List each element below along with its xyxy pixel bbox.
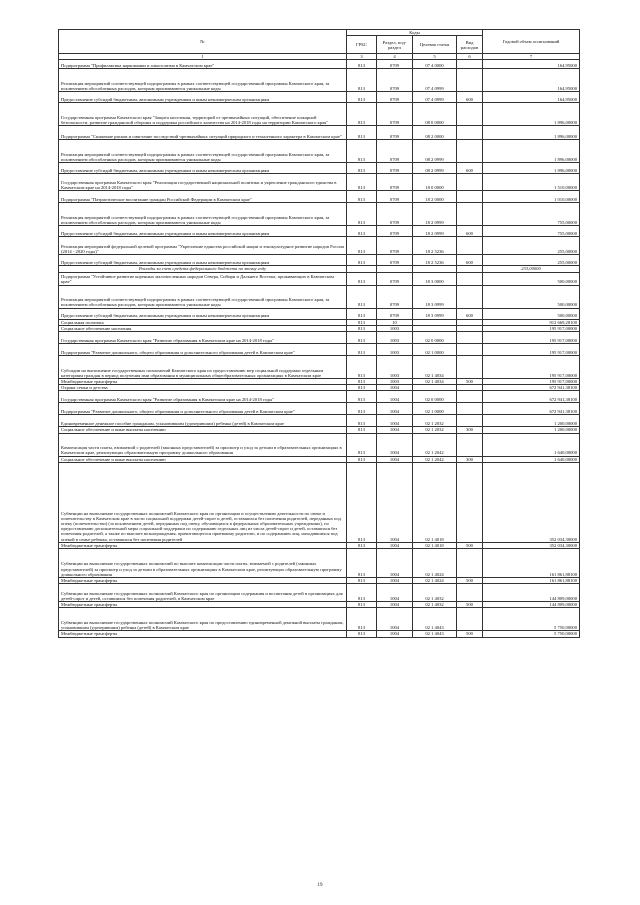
row-vr: 600 bbox=[457, 226, 483, 237]
row-razdel: 1004 bbox=[377, 415, 413, 427]
row-name: Единовременное денежное пособие гражданам, усыновившим (удочерившим) ребенка (детей) в Камчатском крае bbox=[59, 415, 347, 427]
row-razdel: 0709 bbox=[377, 203, 413, 226]
row-amount: 1 010,00000 bbox=[483, 191, 580, 203]
row-amount: 1 200,00000 bbox=[483, 427, 580, 433]
table-row bbox=[59, 631, 580, 637]
row-vr: 600 bbox=[457, 92, 483, 103]
row-vr bbox=[457, 140, 483, 163]
row-name: Государственная программа Камчатского края "Развитие образования в Камчатском крае на 2014-2018 годы" bbox=[59, 391, 347, 403]
row-razdel: 0709 bbox=[377, 285, 413, 308]
header-vr: Вид расходов bbox=[457, 36, 483, 54]
row-razdel: 0709 bbox=[377, 163, 413, 174]
row-name: Социальное обеспечение и иные выплаты населению bbox=[59, 427, 347, 433]
row-amount: 500,00000 bbox=[483, 285, 580, 308]
row-csr: 18 0 0000 bbox=[413, 174, 457, 191]
row-amount: 1 200,00000 bbox=[483, 415, 580, 427]
row-name: Социальное обеспечение населения bbox=[59, 325, 347, 331]
row-amount: 500,00000 bbox=[483, 308, 580, 319]
row-vr bbox=[457, 356, 483, 379]
row-vr bbox=[457, 203, 483, 226]
table-row bbox=[59, 356, 580, 379]
row-vr bbox=[457, 60, 483, 69]
col-number-3: 3 bbox=[347, 54, 377, 60]
row-grbs: 813 bbox=[347, 272, 377, 285]
row-vr bbox=[457, 69, 483, 92]
row-csr: 02 1 0000 bbox=[413, 344, 457, 356]
row-name: Реализация мероприятий соответствующей подпрограммы в рамках соответствующей государственной программы Камчатского края, за исключением обособленных расходов, которым присваиваются уникальные коды bbox=[59, 69, 347, 92]
row-csr: 02 1 2042 bbox=[413, 433, 457, 456]
table-row bbox=[59, 126, 580, 140]
table-row bbox=[59, 237, 580, 255]
header-csr: Целевая статья bbox=[413, 36, 457, 54]
row-razdel: 0709 bbox=[377, 69, 413, 92]
row-csr: 07 4 0999 bbox=[413, 69, 457, 92]
table-row bbox=[59, 344, 580, 356]
row-amount: 144 809,00000 bbox=[483, 584, 580, 602]
row-amount: 195 917,00000 bbox=[483, 325, 580, 331]
row-csr: 18 2 5236 bbox=[413, 237, 457, 255]
row-grbs: 813 bbox=[347, 92, 377, 103]
row-amount: 912 669,28100 bbox=[483, 319, 580, 325]
row-razdel: 0709 bbox=[377, 126, 413, 140]
table-row bbox=[59, 308, 580, 319]
row-grbs: 813 bbox=[347, 237, 377, 255]
row-amount: 352 034,30000 bbox=[483, 542, 580, 548]
row-vr bbox=[457, 608, 483, 631]
row-name: Межбюджетные трансферты bbox=[59, 578, 347, 584]
row-csr: 08 2 0999 bbox=[413, 140, 457, 163]
row-grbs: 813 bbox=[347, 356, 377, 379]
row-csr: 18 2 0999 bbox=[413, 203, 457, 226]
row-grbs: 813 bbox=[347, 456, 377, 462]
row-grbs: 813 bbox=[347, 549, 377, 578]
row-grbs: 813 bbox=[347, 602, 377, 608]
row-vr bbox=[457, 174, 483, 191]
header-total: Годовой объем ассигнований bbox=[483, 30, 580, 54]
row-amount: 1 896,00000 bbox=[483, 103, 580, 126]
row-vr bbox=[457, 415, 483, 427]
row-amount: 161 861,88100 bbox=[483, 549, 580, 578]
row-razdel: 1004 bbox=[377, 631, 413, 637]
row-amount: 755,00000 bbox=[483, 226, 580, 237]
row-grbs: 813 bbox=[347, 226, 377, 237]
row-name: Реализация мероприятий федеральной целевой программы "Укрепление единства российской нации и этнокультурное развитие народов России (2014 - 2020 годы)" bbox=[59, 237, 347, 255]
row-razdel: 1004 bbox=[377, 549, 413, 578]
header-number: № bbox=[59, 30, 347, 54]
row-razdel: 1003 bbox=[377, 332, 413, 344]
row-name: Подпрограмма "Развитие дошкольного, общего образования и дополнительного образования детей в Камчатском крае" bbox=[59, 344, 347, 356]
row-grbs: 813 bbox=[347, 385, 377, 391]
row-grbs: 813 bbox=[347, 379, 377, 385]
table-row bbox=[59, 462, 580, 542]
row-grbs: 813 bbox=[347, 126, 377, 140]
row-vr bbox=[457, 344, 483, 356]
row-vr: 600 bbox=[457, 163, 483, 174]
row-csr: 02 1 4043 bbox=[413, 608, 457, 631]
row-razdel: 1003 bbox=[377, 325, 413, 331]
row-grbs: 813 bbox=[347, 415, 377, 427]
row-name: Субвенции на выполнение государственных полномочий Камчатского края по предоставлению единовременной денежной выплаты гражданам, усыновившим (удочерившим) ребенка (детей) в Камчатском крае bbox=[59, 608, 347, 631]
row-razdel: 0709 bbox=[377, 60, 413, 69]
row-grbs: 813 bbox=[347, 584, 377, 602]
row-csr: 02 1 4032 bbox=[413, 602, 457, 608]
row-csr: 02 0 0000 bbox=[413, 332, 457, 344]
row-name: Подпрограмма "Снижение рисков и смягчение последствий чрезвычайных ситуаций природного и техногенного характера в Камчатском крае" bbox=[59, 126, 347, 140]
row-name: Межбюджетные трансферты bbox=[59, 542, 347, 548]
row-name: Расходы за счет средств федерального бюджета по этому году bbox=[59, 266, 347, 272]
table-row bbox=[59, 69, 580, 92]
row-csr: 02 1 4024 bbox=[413, 549, 457, 578]
row-amount: 672 941,38100 bbox=[483, 391, 580, 403]
table-row bbox=[59, 163, 580, 174]
col-number-1: 1 bbox=[59, 54, 347, 60]
row-vr: 500 bbox=[457, 578, 483, 584]
table-row bbox=[59, 191, 580, 203]
row-vr: 500 bbox=[457, 602, 483, 608]
row-name: Межбюджетные трансферты bbox=[59, 379, 347, 385]
table-row bbox=[59, 391, 580, 403]
row-name: Реализация мероприятий соответствующей подпрограммы в рамках соответствующей государственной программы Камчатского края, за исключением обособленных расходов, которым присваиваются уникальные коды bbox=[59, 285, 347, 308]
row-grbs: 813 bbox=[347, 203, 377, 226]
row-amount: 5 750,00000 bbox=[483, 608, 580, 631]
row-csr: 02 0 0000 bbox=[413, 391, 457, 403]
row-razdel: 0709 bbox=[377, 103, 413, 126]
row-amount: 672 941,38100 bbox=[483, 385, 580, 391]
row-csr: 18 3 0000 bbox=[413, 272, 457, 285]
row-name: Подпрограмма "Устойчивое развитие коренных малочисленных народов Севера, Сибири и Дальнего Востока, проживающих в Камчатском крае" bbox=[59, 272, 347, 285]
row-grbs: 813 bbox=[347, 191, 377, 203]
row-name: Государственная программа Камчатского края "Реализация государственной национальной политики и укрепление гражданского единства в Камчатском крае на 2014-2018 годы" bbox=[59, 174, 347, 191]
row-name: Предоставление субсидий бюджетным, автономным учреждениям и иным некоммерческим организациям bbox=[59, 255, 347, 266]
row-razdel: 1004 bbox=[377, 462, 413, 542]
row-razdel: 1003 bbox=[377, 379, 413, 385]
row-csr: 02 1 2032 bbox=[413, 427, 457, 433]
row-name: Субвенции на выполнение государственных полномочий Камчатского края по организации содержания и воспитания детей в организациях для детей-сирот и детей, оставшихся без попечения родителей, в Камчатском крае bbox=[59, 584, 347, 602]
row-vr bbox=[457, 272, 483, 285]
row-amount: 195 917,00000 bbox=[483, 344, 580, 356]
row-amount: 255,00000 bbox=[483, 237, 580, 255]
row-csr: 08 0 0000 bbox=[413, 103, 457, 126]
row-name: Субвенции на выполнение государственных полномочий Камчатского края по организации и осуществлению деятельности по опеке и попечительству в Камчатском крае в части социальной поддержки детей-сирот и детей, оставшихся без попечения родителей, переданных под опеку (попечительство) (за исключением детей, переданных под опеку, обучающихся в федеральных образовательных учреждениях), по предоставлению дополнительной меры социальной поддержки по содержанию отдельных лиц из числа детей-сирот и детей, оставшихся без попечения родителей, а также по выплате вознаграждения, причитающегося приемному родителю, и по содержанию лиц, находившихся под опекой в семье ребенка, оставшихся без попечения родителей bbox=[59, 462, 347, 542]
row-razdel: 1004 bbox=[377, 578, 413, 584]
row-grbs: 813 bbox=[347, 542, 377, 548]
row-razdel: 0709 bbox=[377, 272, 413, 285]
table-row bbox=[59, 103, 580, 126]
col-number-6: 6 bbox=[457, 54, 483, 60]
row-vr bbox=[457, 549, 483, 578]
row-vr bbox=[457, 462, 483, 542]
row-amount: 672 941,38100 bbox=[483, 403, 580, 415]
row-grbs: 813 bbox=[347, 255, 377, 266]
row-vr: 600 bbox=[457, 308, 483, 319]
row-amount: 161 861,88100 bbox=[483, 578, 580, 584]
row-amount: 1 896,00000 bbox=[483, 126, 580, 140]
header-grbs: ГРБС bbox=[347, 36, 377, 54]
row-amount: 164,95000 bbox=[483, 69, 580, 92]
row-razdel: 1004 bbox=[377, 403, 413, 415]
row-name: Государственная программа Камчатского края "Развитие образования в Камчатском крае на 2014-2018 годы" bbox=[59, 332, 347, 344]
row-razdel: 0709 bbox=[377, 237, 413, 255]
row-csr: 18 3 0999 bbox=[413, 285, 457, 308]
row-amount: 755,00000 bbox=[483, 203, 580, 226]
table-row bbox=[59, 549, 580, 578]
row-razdel: 0709 bbox=[377, 308, 413, 319]
row-csr: 02 1 4034 bbox=[413, 356, 457, 379]
table-row bbox=[59, 608, 580, 631]
row-name: Субсидии на выполнение государственных полномочий Камчатского края по предоставлению мер социальной поддержки отдельным категориям граждан в период получения ими образования в муниципальных общеобразовательных организациях в Камчатском крае bbox=[59, 356, 347, 379]
row-csr: 02 1 4034 bbox=[413, 379, 457, 385]
row-name: Компенсация части платы, взимаемой с родителей (законных представителей) за присмотр и уход за детьми в образовательных организациях в Камчатском крае, реализующих образовательную программу дошкольного образования bbox=[59, 433, 347, 456]
row-name: Реализация мероприятий соответствующей подпрограммы в рамках соответствующей государственной программы Камчатского края, за исключением обособленных расходов, которым присваиваются уникальные коды bbox=[59, 203, 347, 226]
row-name: Подпрограмма "Развитие дошкольного, общего образования и дополнительного образования детей в Камчатском крае" bbox=[59, 403, 347, 415]
table-row bbox=[59, 226, 580, 237]
row-vr bbox=[457, 285, 483, 308]
row-csr: 18 2 5236 bbox=[413, 255, 457, 266]
row-vr bbox=[457, 332, 483, 344]
row-grbs: 813 bbox=[347, 631, 377, 637]
table-row bbox=[59, 92, 580, 103]
table-row bbox=[59, 60, 580, 69]
header-codes: Коды bbox=[347, 30, 483, 36]
row-name: Реализация мероприятий соответствующей подпрограммы в рамках соответствующей государственной программы Камчатского края, за исключением обособленных расходов, которым присваиваются уникальные коды bbox=[59, 140, 347, 163]
row-vr: 600 bbox=[457, 255, 483, 266]
row-razdel: 0709 bbox=[377, 191, 413, 203]
row-csr: 02 1 2032 bbox=[413, 415, 457, 427]
row-name: Охрана семьи и детства bbox=[59, 385, 347, 391]
row-csr: 02 1 0000 bbox=[413, 403, 457, 415]
row-grbs: 813 bbox=[347, 462, 377, 542]
row-razdel: 0709 bbox=[377, 140, 413, 163]
row-csr: 02 1 4043 bbox=[413, 631, 457, 637]
row-razdel: 0709 bbox=[377, 174, 413, 191]
col-number-5: 5 bbox=[413, 54, 457, 60]
row-razdel: 1003 bbox=[377, 356, 413, 379]
row-grbs: 813 bbox=[347, 427, 377, 433]
row-razdel: 1004 bbox=[377, 427, 413, 433]
row-amount: 1 640,00000 bbox=[483, 456, 580, 462]
row-name: Субвенции на выполнение государственных полномочий по выплате компенсации части платы, взимаемой с родителей (законных представителей) за присмотр и уход за детьми в образовательных организациях в Камчатском крае, реализующих образовательную программу дошкольного образования bbox=[59, 549, 347, 578]
row-amount: 144 809,00000 bbox=[483, 602, 580, 608]
row-amount: 5 750,00000 bbox=[483, 631, 580, 637]
row-vr bbox=[457, 433, 483, 456]
table-row bbox=[59, 272, 580, 285]
row-vr: 500 bbox=[457, 542, 483, 548]
row-vr: 300 bbox=[457, 427, 483, 433]
row-amount: 195 917,00000 bbox=[483, 356, 580, 379]
row-name: Социальное обеспечение и иные выплаты населению bbox=[59, 456, 347, 462]
row-amount: 1 896,00000 bbox=[483, 140, 580, 163]
row-razdel: 1004 bbox=[377, 385, 413, 391]
row-csr: 18 3 0999 bbox=[413, 308, 457, 319]
row-name: Межбюджетные трансферты bbox=[59, 631, 347, 637]
row-csr: 18 2 0000 bbox=[413, 191, 457, 203]
row-razdel: 1003 bbox=[377, 344, 413, 356]
col-number-4: 4 bbox=[377, 54, 413, 60]
row-amount: 164,95000 bbox=[483, 60, 580, 69]
row-amount: 164,95000 bbox=[483, 92, 580, 103]
row-grbs: 813 bbox=[347, 344, 377, 356]
row-amount: 195 917,00000 bbox=[483, 379, 580, 385]
row-csr: 02 1 4018 bbox=[413, 542, 457, 548]
row-grbs: 813 bbox=[347, 60, 377, 69]
row-csr: 02 1 4032 bbox=[413, 584, 457, 602]
row-razdel: 0709 bbox=[377, 92, 413, 103]
row-name: Предоставление субсидий бюджетным, автономным учреждениям и иным некоммерческим организациям bbox=[59, 226, 347, 237]
col-number-7: 7 bbox=[483, 54, 580, 60]
row-grbs: 813 bbox=[347, 332, 377, 344]
row-vr: 500 bbox=[457, 631, 483, 637]
row-csr: 18 2 0999 bbox=[413, 226, 457, 237]
row-grbs: 813 bbox=[347, 69, 377, 92]
row-name: Подпрограмма "Профилактика наркомании и алкоголизма в Камчатском крае" bbox=[59, 60, 347, 69]
table-row bbox=[59, 174, 580, 191]
table-row bbox=[59, 433, 580, 456]
row-razdel: 1004 bbox=[377, 391, 413, 403]
row-csr: 02 1 2042 bbox=[413, 456, 457, 462]
row-grbs: 813 bbox=[347, 403, 377, 415]
row-amount: 1 640,00000 bbox=[483, 433, 580, 456]
row-csr: 02 1 4024 bbox=[413, 578, 457, 584]
row-name: Государственная программа Камчатского края "Защита населения, территорий от чрезвычайных ситуаций, обеспечение пожарной безопасности, развитие гражданской обороны и поддержка российского казачества на 2014-2018 годы на территории Камчатского края" bbox=[59, 103, 347, 126]
row-csr: 07 4 0000 bbox=[413, 60, 457, 69]
row-csr: 07 4 0999 bbox=[413, 92, 457, 103]
budget-table-page bbox=[58, 29, 579, 638]
row-vr: 500 bbox=[457, 379, 483, 385]
row-razdel: 10 bbox=[377, 319, 413, 325]
row-vr bbox=[457, 126, 483, 140]
row-grbs: 813 bbox=[347, 163, 377, 174]
row-name: Межбюджетные трансферты bbox=[59, 602, 347, 608]
row-name: Предоставление субсидий бюджетным, автономным учреждениям и иным некоммерческим организациям bbox=[59, 308, 347, 319]
row-vr bbox=[457, 584, 483, 602]
row-grbs: 813 bbox=[347, 319, 377, 325]
row-grbs: 813 bbox=[347, 174, 377, 191]
row-grbs: 813 bbox=[347, 103, 377, 126]
row-csr: 02 1 4018 bbox=[413, 462, 457, 542]
row-vr bbox=[457, 237, 483, 255]
row-amount: 352 034,30000 bbox=[483, 462, 580, 542]
row-name: Предоставление субсидий бюджетным, автономным учреждениям и иным некоммерческим организациям bbox=[59, 92, 347, 103]
table-row bbox=[59, 403, 580, 415]
table-row bbox=[59, 255, 580, 266]
row-amount: 255,00000 bbox=[483, 255, 580, 266]
row-amount: 195 917,00000 bbox=[483, 332, 580, 344]
row-vr bbox=[457, 191, 483, 203]
budget-table bbox=[58, 29, 580, 638]
header-razdel: Раздел, под-раздел bbox=[377, 36, 413, 54]
row-vr bbox=[457, 391, 483, 403]
row-name: Подпрограмма "Патриотическое воспитание граждан Российской Федерации в Камчатском крае" bbox=[59, 191, 347, 203]
row-vr bbox=[457, 403, 483, 415]
row-amount: 500,00000 bbox=[483, 272, 580, 285]
row-grbs: 813 bbox=[347, 391, 377, 403]
table-body bbox=[59, 60, 580, 637]
row-amount: 1 896,00000 bbox=[483, 163, 580, 174]
row-csr: 08 2 0000 bbox=[413, 126, 457, 140]
row-name: Социальная политика bbox=[59, 319, 347, 325]
row-grbs: 813 bbox=[347, 325, 377, 331]
row-grbs: 813 bbox=[347, 578, 377, 584]
table-row bbox=[59, 415, 580, 427]
table-row bbox=[59, 584, 580, 602]
row-razdel: 1004 bbox=[377, 433, 413, 456]
row-razdel: 0709 bbox=[377, 255, 413, 266]
row-razdel: 1004 bbox=[377, 456, 413, 462]
row-razdel: 1004 bbox=[377, 542, 413, 548]
row-amount: 233,00000 bbox=[483, 266, 580, 272]
row-vr bbox=[457, 103, 483, 126]
row-grbs: 813 bbox=[347, 140, 377, 163]
row-razdel: 0709 bbox=[377, 226, 413, 237]
row-amount: 1 510,00000 bbox=[483, 174, 580, 191]
page-number: 19 bbox=[317, 883, 323, 888]
row-grbs: 813 bbox=[347, 433, 377, 456]
row-grbs: 813 bbox=[347, 285, 377, 308]
row-name: Предоставление субсидий бюджетным, автономным учреждениям и иным некоммерческим организациям bbox=[59, 163, 347, 174]
row-vr: 300 bbox=[457, 456, 483, 462]
table-row bbox=[59, 332, 580, 344]
table-row bbox=[59, 140, 580, 163]
row-grbs: 813 bbox=[347, 308, 377, 319]
table-row bbox=[59, 203, 580, 226]
row-csr: 08 2 0999 bbox=[413, 163, 457, 174]
row-razdel: 1004 bbox=[377, 584, 413, 602]
row-razdel: 1004 bbox=[377, 602, 413, 608]
table-row bbox=[59, 285, 580, 308]
row-grbs: 813 bbox=[347, 608, 377, 631]
row-razdel: 1004 bbox=[377, 608, 413, 631]
